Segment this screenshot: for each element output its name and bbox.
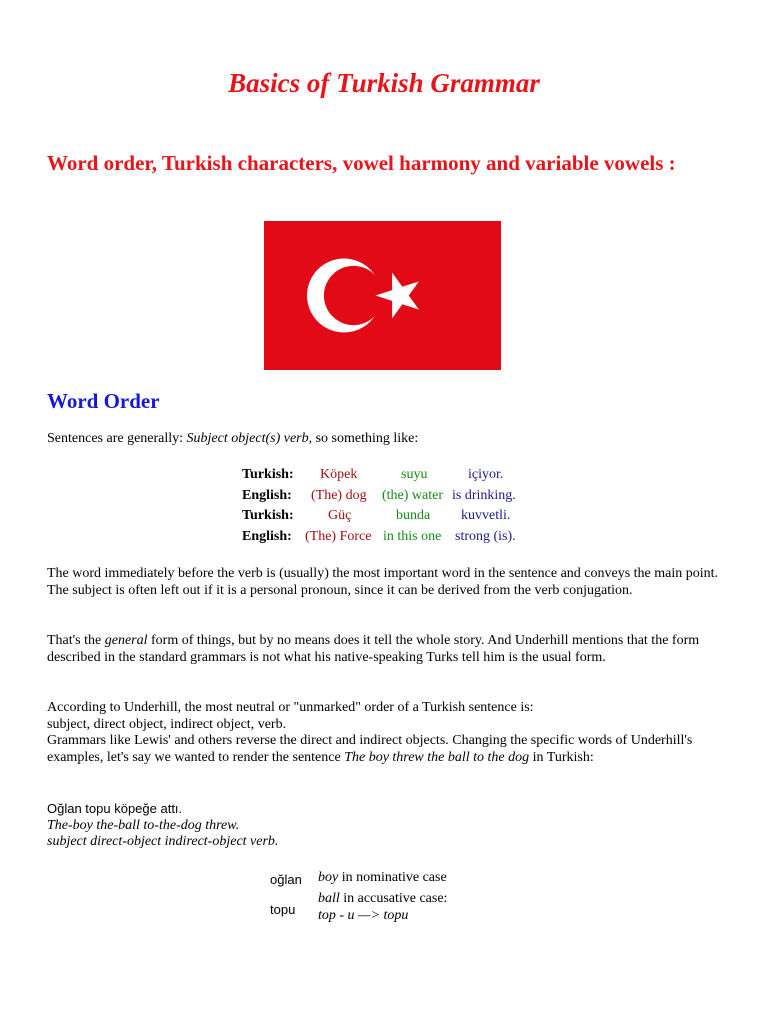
section-subtitle: Word order, Turkish characters, vowel harmony and variable vowels :	[47, 151, 676, 175]
paragraph-general-form	[47, 633, 727, 666]
object-word: bunda	[396, 508, 431, 523]
vocab-definition-line2	[318, 908, 408, 924]
verb-word: kuvvetli.	[461, 508, 511, 523]
para2-text-end: form of things, but by no means does it tell the whole story. And Underhill mentions that the form described in the standard grammars is not what his native-speaking Turks tell him is the usual form.	[47, 633, 700, 665]
intro-paragraph	[47, 431, 727, 448]
word-order-heading: Word Order	[47, 389, 160, 413]
gloss-line: subject direct-object indirect-object verb.	[47, 834, 279, 849]
object-word: suyu	[401, 467, 428, 482]
paragraph-underhill	[47, 700, 727, 766]
para3-line	[47, 733, 727, 766]
row-label: English:	[242, 487, 292, 503]
verb-word: is drinking.	[452, 487, 516, 503]
row-label: Turkish:	[242, 508, 294, 523]
verb-word: içiyor.	[468, 467, 504, 482]
vocab-def-italic: ball	[318, 891, 340, 906]
verb-word: strong (is).	[455, 528, 516, 544]
object-word: in this one	[383, 528, 442, 544]
vocab-word: oğlan	[270, 872, 302, 887]
para2-italic: general	[104, 633, 148, 648]
vocab-def-text: in accusative case:	[339, 891, 448, 906]
intro-text-end: so something like:	[312, 431, 419, 446]
subject-word: Köpek	[320, 467, 358, 482]
vocab-def-italic: boy	[318, 870, 339, 885]
example-sentence: Oğlan topu köpeğe attı.	[47, 801, 183, 816]
para2-text: That's the	[47, 633, 105, 648]
para3-text-end: in Turkish:	[529, 749, 594, 765]
vocab-definition	[318, 891, 447, 907]
intro-italic: Subject object(s) verb,	[186, 431, 313, 446]
intro-text: Sentences are generally:	[47, 431, 187, 446]
object-word: (the) water	[382, 487, 444, 503]
document-title: Basics of Turkish Grammar	[228, 68, 540, 98]
para3-italic: The boy threw the ball to the dog	[344, 749, 530, 765]
example-sentence-block	[47, 801, 727, 851]
subject-word: Güç	[328, 508, 352, 523]
subject-word: (The) Force	[305, 528, 372, 544]
vocab-def-text: in nominative case	[338, 870, 447, 885]
row-label: English:	[242, 528, 292, 544]
vocab-word: topu	[270, 902, 296, 917]
gloss-line: The-boy the-ball to-the-dog threw.	[47, 817, 240, 833]
vocab-definition	[318, 870, 447, 886]
vocab-def-italic: top - u —> topu	[318, 908, 409, 923]
para3-line: subject, direct object, indirect object, verb.	[47, 716, 287, 732]
row-label: Turkish:	[242, 467, 294, 482]
para3-text: Grammars like Lewis' and others reverse the direct and indirect objects. Changing the specific words of Underhill's examples, let's say we wanted to render the sentence	[47, 733, 693, 765]
turkish-flag-icon	[264, 221, 501, 370]
subject-word: (The) dog	[311, 487, 367, 503]
paragraph-main-point: The word immediately before the verb is (usually) the most important word in the sentence and conveys the main point. The subject is often left out if it is a personal pronoun, since it can be derived from the verb conjugation.	[47, 566, 719, 598]
para3-line: According to Underhill, the most neutral or "unmarked" order of a Turkish sentence is:	[47, 700, 534, 715]
